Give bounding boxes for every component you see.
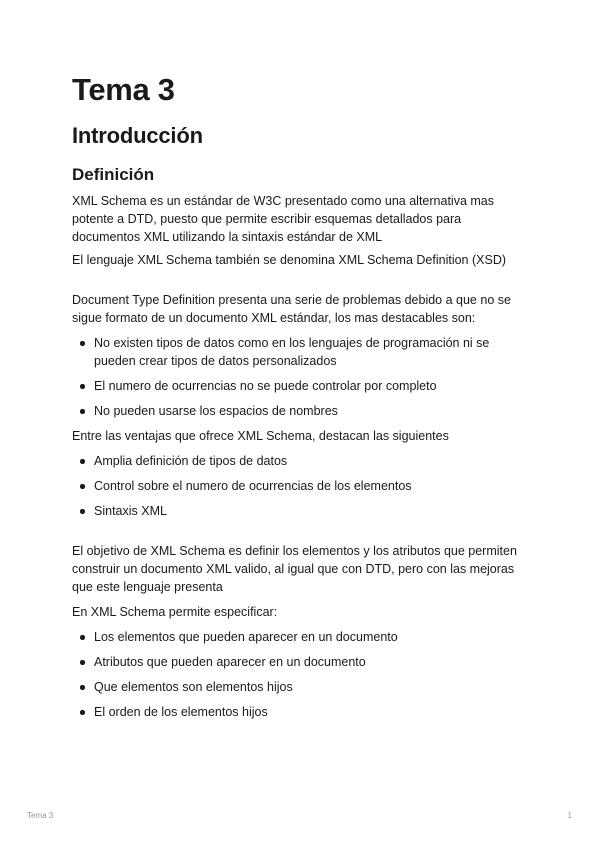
list-item: No pueden usarse los espacios de nombres <box>72 402 530 420</box>
advantages-intro-paragraph: Entre las ventajas que ofrece XML Schema, destacan las siguientes <box>72 429 449 443</box>
dtd-intro-paragraph: Document Type Definition presenta una serie de problemas debido a que no se sigue formato de un documento XML estándar, los mas destacables son: <box>72 293 511 325</box>
footer-page-number: 1 <box>567 811 572 820</box>
objective-paragraph: El objetivo de XML Schema es definir los elementos y los atributos que permiten construir un documento XML valido, al igual que con DTD, pero con las mejoras que este lenguaje presenta <box>72 544 517 594</box>
list-item: Sintaxis XML <box>72 502 530 520</box>
dtd-problems-list <box>72 334 530 420</box>
list-item: Que elementos son elementos hijos <box>72 678 530 696</box>
specify-intro-paragraph: En XML Schema permite especificar: <box>72 605 278 619</box>
spacer <box>72 269 530 291</box>
document-title: Tema 3 <box>72 72 175 107</box>
document-body <box>72 70 530 721</box>
list-item: No existen tipos de datos como en los lenguajes de programación ni se pueden crear tipos de datos personalizados <box>72 334 530 370</box>
list-item: Los elementos que pueden aparecer en un documento <box>72 628 530 646</box>
list-item: Control sobre el numero de ocurrencias de los elementos <box>72 477 530 495</box>
list-item: Atributos que pueden aparecer en un documento <box>72 653 530 671</box>
list-item: El orden de los elementos hijos <box>72 703 530 721</box>
advantages-list <box>72 452 530 520</box>
spacer <box>72 520 530 542</box>
subsection-heading: Definición <box>72 165 155 184</box>
definition-paragraph: XML Schema es un estándar de W3C presentado como una alternativa mas potente a DTD, puesto que permite escribir esquemas detallados para documentos XML utilizando la sintaxis estándar de XML <box>72 194 494 244</box>
footer-title: Tema 3 <box>27 811 54 820</box>
xsd-paragraph: El lenguaje XML Schema también se denomina XML Schema Definition (XSD) <box>72 253 507 267</box>
section-heading: Introducción <box>72 123 203 148</box>
specify-list <box>72 628 530 721</box>
list-item: El numero de ocurrencias no se puede controlar por completo <box>72 377 530 395</box>
list-item: Amplia definición de tipos de datos <box>72 452 530 470</box>
